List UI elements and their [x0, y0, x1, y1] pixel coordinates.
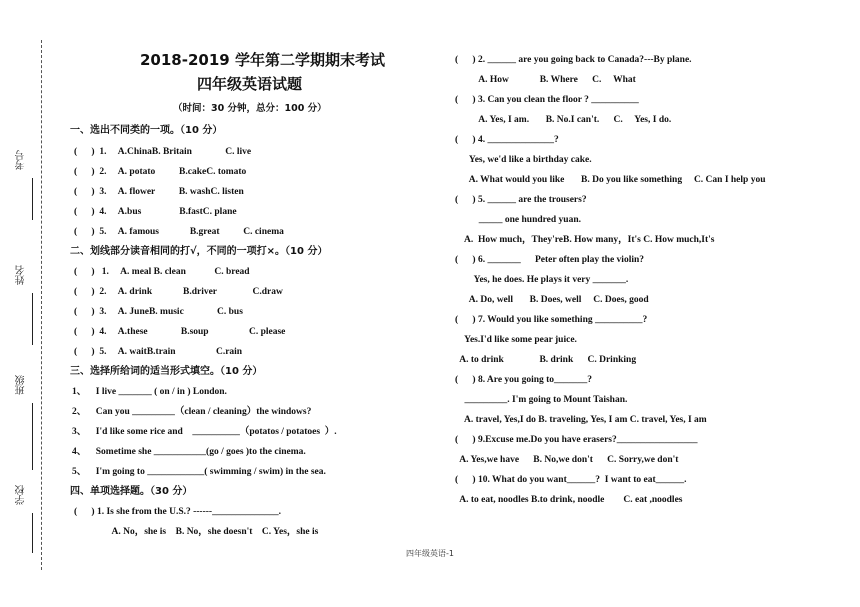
section-3-heading: 三、选择所给词的适当形式填空。（10 分）: [70, 366, 263, 377]
question-line: ( ) 4. ______________?: [455, 135, 559, 145]
options-line: A. to eat, noodles B.to drink, noodle C. eat ,noodles: [455, 495, 683, 505]
class-line[interactable]: [32, 403, 33, 470]
section-2-question: ( ) 4. A.these B.soup C. please: [74, 327, 286, 337]
question-line: ( ) 5. ______ are the trousers?: [455, 195, 587, 205]
class-field: [12, 375, 38, 470]
question-line: _____ one hundred yuan.: [455, 215, 581, 225]
section-3-question: 4、 Sometime she ___________(go / goes )to the cinema.: [72, 447, 306, 457]
section-4-question: ( ) 1. Is she from the U.S.? ------______________.: [74, 507, 281, 517]
question-line: ( ) 9.Excuse me.Do you have erasers?_________________: [455, 435, 698, 445]
options-line: A. Do, well B. Does, well C. Does, good: [455, 295, 649, 305]
section-1-question: ( ) 4. A.bus B.fastC. plane: [74, 207, 237, 217]
options-line: A. How much，They'reB. How many，It's C. How much,It's: [455, 235, 715, 245]
name-label: 姓名: [16, 265, 27, 285]
options-line: A. Yes, I am. B. No.I can't. C. Yes, I do.: [455, 115, 672, 125]
section-2-question: ( ) 5. A. waitB.train C.rain: [74, 347, 243, 357]
section-2-heading: 二、划线部分读音相同的打√，不同的一项打×。（10 分）: [70, 246, 328, 257]
question-line: Yes, he does. He plays it very _______.: [455, 275, 629, 285]
section-4-options: A. No，she is B. No，she doesn't C. Yes，she is: [74, 527, 319, 537]
exam-time-score: （时间：30 分钟，总分：100 分）: [173, 103, 327, 114]
options-line: A. Yes,we have B. No,we don't C. Sorry,we don't: [455, 455, 679, 465]
exam-number-line[interactable]: [32, 178, 33, 220]
section-4-heading: 四、单项选择题。（30 分）: [70, 486, 193, 497]
question-line: Yes, we'd like a birthday cake.: [455, 155, 592, 165]
question-line: ( ) 8. Are you going to_______?: [455, 375, 593, 385]
section-1-question: ( ) 2. A. potato B.cakeC. tomato: [74, 167, 247, 177]
section-1-question: ( ) 3. A. flower B. washC. listen: [74, 187, 244, 197]
options-line: A. How B. Where C. What: [455, 75, 636, 85]
question-line: ( ) 10. What do you want______? I want to eat______.: [455, 475, 687, 485]
section-1-question: ( ) 1. A.ChinaB. Britain C. live: [74, 147, 252, 157]
section-2-question: ( ) 2. A. drink B.driver C.draw: [74, 287, 283, 297]
school-label: 学校: [16, 485, 27, 505]
binding-dashed-line: [41, 40, 42, 570]
question-line: ( ) 6. _______ Peter often play the violin?: [455, 255, 645, 265]
options-line: A. What would you like B. Do you like something C. Can I help you: [455, 175, 766, 185]
question-line: ( ) 2. ______ are you going back to Canada?---By plane.: [455, 55, 692, 65]
page-footer: 四年级英语-1: [406, 549, 454, 558]
exam-number-label: 考号: [16, 150, 27, 170]
question-line: Yes.I'd like some pear juice.: [455, 335, 577, 345]
section-1-question: ( ) 5. A. famous B.great C. cinema: [74, 227, 284, 237]
question-line: ( ) 7. Would you like something __________?: [455, 315, 648, 325]
question-line: ( ) 3. Can you clean the floor ? __________: [455, 95, 639, 105]
options-line: A. to drink B. drink C. Drinking: [455, 355, 637, 365]
section-3-question: 1、 I live _______ ( on / in ) London.: [72, 387, 227, 397]
binding-margin: [0, 0, 60, 607]
section-3-question: 3、 I'd like some rice and __________（potatos / potatoes ）.: [72, 427, 337, 437]
section-3-question: 5、 I'm going to ____________( swimming / swim) in the sea.: [72, 467, 326, 477]
section-1-heading: 一、选出不同类的一项。（10 分）: [70, 125, 223, 136]
exam-subtitle-grade: 四年级英语试题: [197, 75, 303, 93]
school-line[interactable]: [32, 513, 33, 553]
name-field: [12, 265, 38, 345]
exam-title: 2018-2019 学年第二学期期末考试: [140, 51, 385, 69]
name-line[interactable]: [32, 293, 33, 345]
section-2-question: ( ) 3. A. JuneB. music C. bus: [74, 307, 243, 317]
question-line: _________. I'm going to Mount Taishan.: [455, 395, 628, 405]
school-field: [12, 485, 38, 555]
exam-number-field: [12, 150, 38, 220]
class-label: 班级: [16, 375, 27, 395]
options-line: A. travel, Yes,I do B. traveling, Yes, I am C. travel, Yes, I am: [455, 415, 707, 425]
section-2-question: ( ) 1. A. meal B. clean C. bread: [74, 267, 250, 277]
section-3-question: 2、 Can you _________（clean / cleaning）the windows?: [72, 407, 312, 417]
